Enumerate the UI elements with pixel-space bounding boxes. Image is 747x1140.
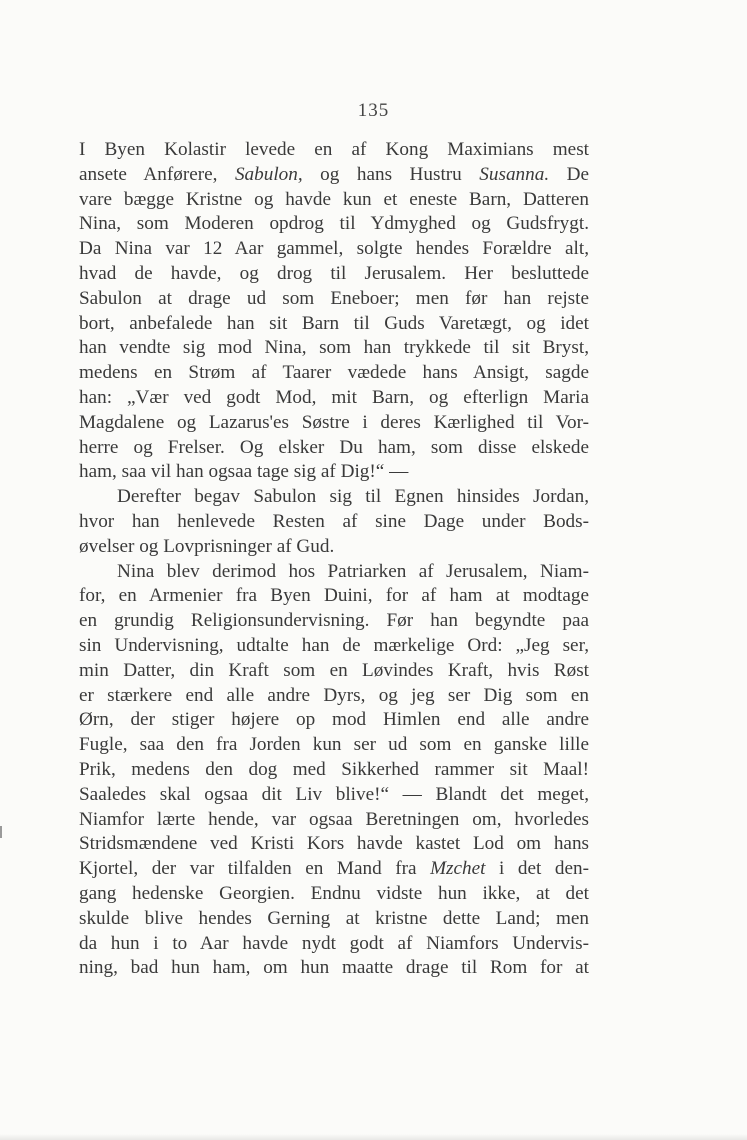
text-line-16: hvor han henlevede Resten af sine Dage under Bods- xyxy=(79,510,589,532)
italic-name: Susanna. xyxy=(479,163,550,185)
text-line-13: herre og Frelser. Og elsker Du ham, som disse elskede xyxy=(79,436,589,458)
text-line-25: Fugle, saa den fra Jorden kun ser ud som en ganske lille xyxy=(79,734,589,756)
text-line-10: medens en Strøm af Taarer vædede hans Ansigt, sagde xyxy=(79,362,589,384)
text-line-11: han: „Vær ved godt Mod, mit Barn, og efterlign Maria xyxy=(79,386,589,408)
margin-mark xyxy=(0,826,2,838)
text-line-26: Prik, medens den dog med Sikkerhed rammer sit Maal! xyxy=(79,758,589,780)
page-edge-shadow xyxy=(0,1134,747,1140)
text-line-34: ning, bad hun ham, om hun maatte drage til Rom for at xyxy=(79,957,589,979)
text-line-22: min Datter, din Kraft som en Løvindes Kraft, hvis Røst xyxy=(79,659,589,681)
text-line-6: hvad de havde, og drog til Jerusalem. Her besluttede xyxy=(79,262,589,284)
text-line-12: Magdalene og Lazarus'es Søstre i deres Kærlighed til Vor- xyxy=(79,411,589,433)
text-line-31: gang hedenske Georgien. Endnu vidste hun ikke, at det xyxy=(79,882,589,904)
text-line-14: ham, saa vil han ogsaa tage sig af Dig!“ — xyxy=(79,461,409,483)
text-line-9: han vendte sig mod Nina, som han trykkede til sit Bryst, xyxy=(79,337,589,359)
text-line-2: ansete Anførere, Sabulon, og hans Hustru Susanna. De xyxy=(79,163,589,185)
text-line-23: er stærkere end alle andre Dyrs, og jeg ser Dig som en xyxy=(79,684,589,706)
text-line-18: Nina blev derimod hos Patriarken af Jerusalem, Niam- xyxy=(117,560,589,582)
text-line-15: Derefter begav Sabulon sig til Egnen hinsides Jordan, xyxy=(117,486,589,508)
text-line-7: Sabulon at drage ud som Eneboer; men før han rejste xyxy=(79,287,589,309)
text-line-3: vare bægge Kristne og havde kun et eneste Barn, Datteren xyxy=(79,188,589,210)
text-line-32: skulde blive hendes Gerning at kristne dette Land; men xyxy=(79,907,589,929)
text-line-1: I Byen Kolastir levede en af Kong Maximians mest xyxy=(79,139,589,160)
text-line-30: Kjortel, der var tilfalden en Mand fra Mzchet i det den- xyxy=(79,858,589,880)
italic-name: Sabulon, xyxy=(234,163,303,185)
text-line-28: Niamfor lærte hende, var ogsaa Beretningen om, hvorledes xyxy=(79,808,589,830)
text-line-27: Saaledes skal ogsaa dit Liv blive!“ — Blandt det meget, xyxy=(79,783,589,805)
text-line-20: en grundig Religionsundervisning. Før han begyndte paa xyxy=(79,610,589,632)
body-text xyxy=(79,138,589,981)
text-line-24: Ørn, der stiger højere op mod Himlen end alle andre xyxy=(79,709,589,731)
page-number: 135 xyxy=(357,100,390,121)
text-line-8: bort, anbefalede han sit Barn til Guds Varetægt, og idet xyxy=(79,312,589,334)
text-line-21: sin Undervisning, udtalte han de mærkelige Ord: „Jeg ser, xyxy=(79,634,589,656)
text-line-4: Nina, som Moderen opdrog til Ydmyghed og Gudsfrygt. xyxy=(79,213,589,235)
text-line-33: da hun i to Aar havde nydt godt af Niamfors Undervis- xyxy=(79,932,589,954)
text-line-29: Stridsmændene ved Kristi Kors havde kastet Lod om hans xyxy=(79,833,589,855)
text-line-19: for, en Armenier fra Byen Duini, for af ham at modtage xyxy=(79,585,589,607)
text-line-17: øvelser og Lovprisninger af Gud. xyxy=(79,535,335,557)
text-line-5: Da Nina var 12 Aar gammel, solgte hendes Forældre alt, xyxy=(79,238,589,260)
italic-name: Mzchet xyxy=(430,858,486,880)
